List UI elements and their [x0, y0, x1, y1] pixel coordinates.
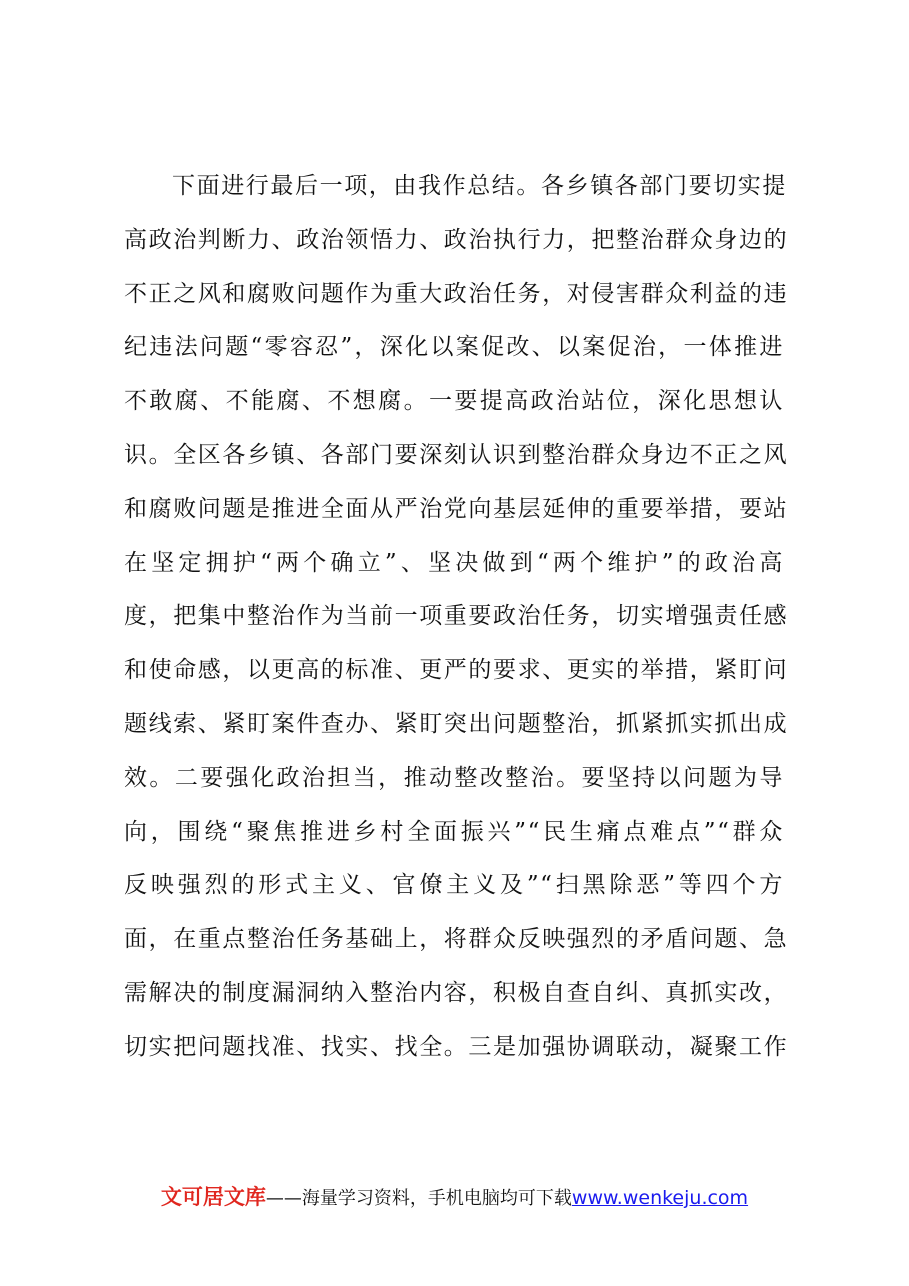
paragraph-line: 和使命感，以更高的标准、更严的要求、更实的举措，紧盯问	[124, 657, 789, 684]
document-body	[124, 160, 789, 1075]
footer-banner	[0, 1183, 909, 1213]
paragraph-line: 不正之风和腐败问题作为重大政治任务，对侵害群众利益的违	[124, 280, 789, 307]
footer-brand: 文可居文库	[160, 1185, 266, 1209]
paragraph-line: 需解决的制度漏洞纳入整治内容，积极自查自纠、真抓实改，	[124, 979, 789, 1006]
paragraph-line: 纪违法问题“零容忍”，深化以案促改、以案促治，一体推进	[124, 334, 784, 361]
footer-dash: ——	[265, 1188, 302, 1209]
paragraph-line: 和腐败问题是推进全面从严治党向基层延伸的重要举措，要站	[124, 495, 789, 522]
paragraph-line: 识。全区各乡镇、各部门要深刻认识到整治群众身边不正之风	[124, 441, 789, 468]
paragraph-line: 高政治判断力、政治领悟力、政治执行力，把整治群众身边的	[124, 226, 789, 253]
footer-link[interactable]: www.wenkeju.com	[571, 1187, 749, 1209]
paragraph-line: 度，把集中整治作为当前一项重要政治任务，切实增强责任感	[124, 603, 789, 630]
paragraph-line: 面，在重点整治任务基础上，将群众反映强烈的矛盾问题、急	[124, 926, 789, 953]
paragraph-line: 下面进行最后一项，由我作总结。各乡镇各部门要切实提	[172, 173, 787, 199]
paragraph-line: 反映强烈的形式主义、官僚主义及”“扫黑除恶”等四个方	[124, 872, 784, 899]
paragraph-line: 效。二要强化政治担当，推动整改整治。要坚持以问题为导	[124, 764, 784, 791]
paragraph-line: 切实把问题找准、找实、找全。三是加强协调联动，凝聚工作	[124, 1033, 789, 1060]
paragraph-line: 向，围绕“聚焦推进乡村全面振兴”“民生痛点难点”“群众	[124, 818, 784, 845]
footer-slogan: 海量学习资料，手机电脑均可下载	[301, 1188, 572, 1209]
paragraph-line: 不敢腐、不能腐、不想腐。一要提高政治站位，深化思想认	[124, 388, 784, 415]
paragraph-line: 题线索、紧盯案件查办、紧盯突出问题整治，抓紧抓实抓出成	[124, 710, 789, 737]
paragraph-line: 在坚定拥护“两个确立”、坚决做到“两个维护”的政治高	[124, 549, 784, 576]
